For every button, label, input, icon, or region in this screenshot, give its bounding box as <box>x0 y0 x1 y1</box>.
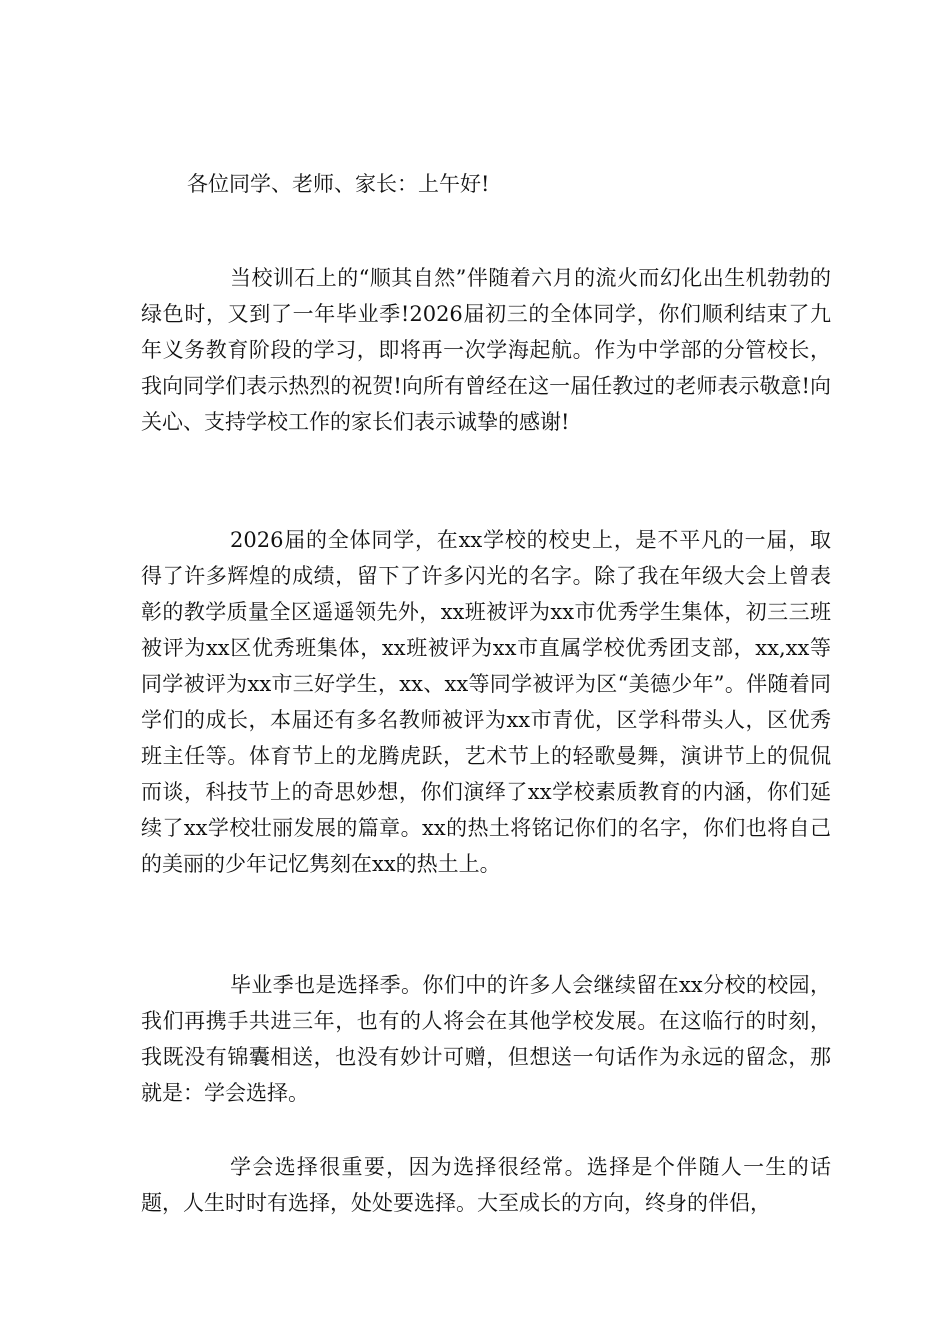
paragraph-choice-season: 毕业季也是选择季。你们中的许多人会继续留在xx分校的校园，我们再携手共进三年，也有的人将会在其他学校发展。在这临行的时刻，我既没有锦囊相送，也没有妙计可赠，但想送一句话作为永远的留念，那就是：学会选择。 <box>141 973 831 1105</box>
paragraph-graduation-season: 当校训石上的“顺其自然”伴随着六月的流火而幻化出生机勃勃的绿色时，又到了一年毕业季!2026届初三的全体同学，你们顺利结束了九年义务教育阶段的学习，即将再一次学海起航。作为中学部的分管校长，我向同学们表示热烈的祝贺!向所有曾经在这一届任教过的老师表示敬意!向关心、支持学校工作的家长们表示诚挚的感谢! <box>141 266 831 434</box>
paragraph-learn-to-choose: 学会选择很重要，因为选择很经常。选择是个伴随人一生的话题，人生时时有选择，处处要选择。大至成长的方向，终身的伴侣， <box>141 1155 831 1215</box>
greeting-line: 各位同学、老师、家长：上午好! <box>187 172 490 196</box>
paragraph-achievements: 2026届的全体同学，在xx学校的校史上，是不平凡的一届，取得了许多辉煌的成绩，留下了许多闪光的名字。除了我在年级大会上曾表彰的教学质量全区遥遥领先外，xx班被评为xx市优秀学生集体，初三三班被评为xx区优秀班集体，xx班被评为xx市直属学校优秀团支部，xx,xx等同学被评为xx市三好学生，xx、xx等同学被评为区“美德少年”。伴随着同学们的成长，本届还有多名教师被评为xx市青优，区学科带头人，区优秀班主任等。体育节上的龙腾虎跃，艺术节上的轻歌曼舞，演讲节上的侃侃而谈，科技节上的奇思妙想，你们演绎了xx学校素质教育的内涵，你们延续了xx学校壮丽发展的篇章。xx的热土将铭记你们的名字，你们也将自己的美丽的少年记忆隽刻在xx的热土上。 <box>141 528 831 876</box>
